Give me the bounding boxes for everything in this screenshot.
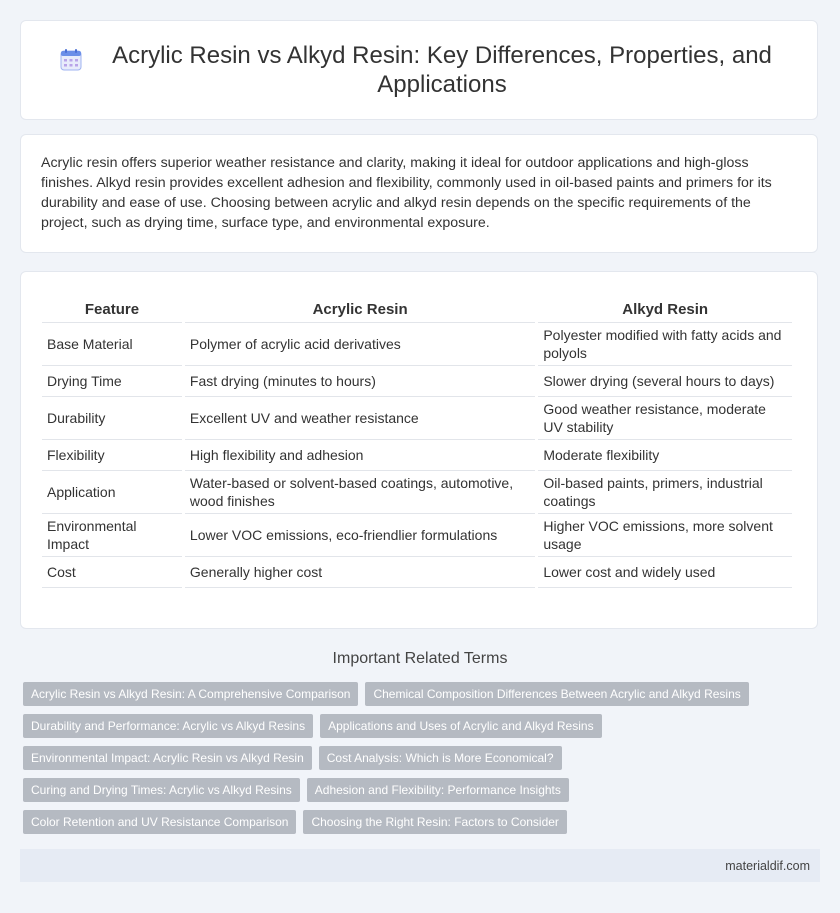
feature-cell: Environmental Impact [42,514,182,557]
intro-paragraph: Acrylic resin offers superior weather resistance and clarity, making it ideal for outdoor applications and high-gloss finishes. Alkyd resin provides excellent adhesion and flexibility, commonly used in oil-based paints and primers for its durability and ease of use. Choosing between acrylic and alkyd resin depends on the specific requirements of the project, such as drying time, surface type, and environmental exposure. [41,155,772,231]
related-term-tag[interactable]: Color Retention and UV Resistance Comparison [23,810,296,834]
table-row [42,440,792,471]
feature-cell: Flexibility [42,440,182,471]
feature-cell: Application [42,471,182,514]
header-feature: Feature [42,292,182,323]
calendar-icon [59,48,83,72]
header-card [20,20,818,120]
alkyd-cell: Slower drying (several hours to days) [538,366,792,397]
table-row [42,366,792,397]
acrylic-cell: High flexibility and adhesion [185,440,535,471]
alkyd-cell: Higher VOC emissions, more solvent usage [538,514,792,557]
related-term-tag[interactable]: Applications and Uses of Acrylic and Alkyd Resins [320,714,601,738]
related-term-tag[interactable]: Acrylic Resin vs Alkyd Resin: A Comprehensive Comparison [23,682,358,706]
table-row [42,557,792,588]
alkyd-cell: Lower cost and widely used [538,557,792,588]
acrylic-cell: Polymer of acrylic acid derivatives [185,323,535,366]
intro-card [20,134,818,253]
feature-cell: Base Material [42,323,182,366]
related-term-tag[interactable]: Curing and Drying Times: Acrylic vs Alkyd Resins [23,778,300,802]
tag-row [23,810,823,834]
tag-row [23,682,823,706]
acrylic-cell: Lower VOC emissions, eco-friendlier formulations [185,514,535,557]
acrylic-cell: Excellent UV and weather resistance [185,397,535,440]
alkyd-cell: Moderate flexibility [538,440,792,471]
tag-row [23,714,823,738]
related-terms-list [23,682,823,842]
related-term-tag[interactable]: Chemical Composition Differences Between Acrylic and Alkyd Resins [365,682,748,706]
header-alkyd-resin: Alkyd Resin [538,292,792,323]
tag-row [23,778,823,802]
acrylic-cell: Water-based or solvent-based coatings, automotive, wood finishes [185,471,535,514]
acrylic-cell: Fast drying (minutes to hours) [185,366,535,397]
tag-row [23,746,823,770]
site-link[interactable]: materialdif.com [725,858,810,873]
related-term-tag[interactable]: Environmental Impact: Acrylic Resin vs Alkyd Resin [23,746,312,770]
related-term-tag[interactable]: Cost Analysis: Which is More Economical? [319,746,562,770]
alkyd-cell: Polyester modified with fatty acids and polyols [538,323,792,366]
page-title: Acrylic Resin vs Alkyd Resin: Key Differences, Properties, and Applications [112,42,772,98]
related-term-tag[interactable]: Durability and Performance: Acrylic vs Alkyd Resins [23,714,313,738]
feature-cell: Drying Time [42,366,182,397]
title-wrap [59,41,779,99]
alkyd-cell: Oil-based paints, primers, industrial coatings [538,471,792,514]
comparison-table-card [20,271,818,629]
feature-cell: Cost [42,557,182,588]
comparison-table [39,292,795,588]
related-term-tag[interactable]: Choosing the Right Resin: Factors to Consider [303,810,566,834]
footer [20,849,820,882]
alkyd-cell: Good weather resistance, moderate UV stability [538,397,792,440]
table-row [42,323,792,366]
table-header-row [42,292,792,323]
table-row [42,397,792,440]
header-acrylic-resin: Acrylic Resin [185,292,535,323]
related-terms-heading: Important Related Terms [332,650,508,667]
table-row [42,471,792,514]
feature-cell: Durability [42,397,182,440]
related-term-tag[interactable]: Adhesion and Flexibility: Performance Insights [307,778,569,802]
table-row [42,514,792,557]
acrylic-cell: Generally higher cost [185,557,535,588]
